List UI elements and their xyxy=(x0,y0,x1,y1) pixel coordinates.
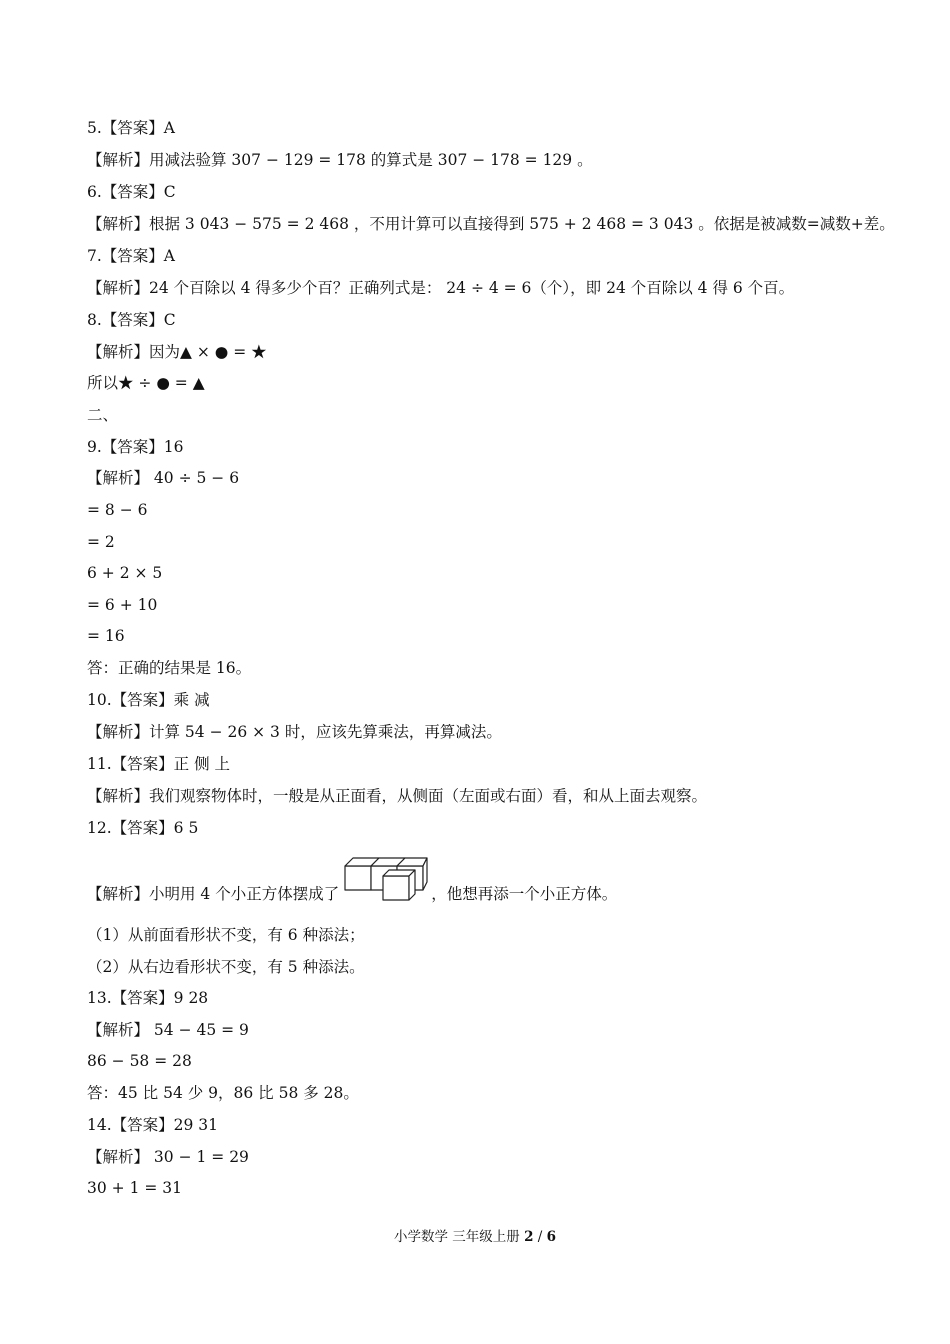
q8-answer: 8.【答案】C xyxy=(87,311,176,329)
q7-explanation: 【解析】24 个百除以 4 得多少个百？正确列式是： 24 ÷ 4 = 6（个），即 24 个百除以 4 得 6 个百。 xyxy=(87,279,795,297)
q11-answer: 11.【答案】正 侧 上 xyxy=(87,755,231,773)
q13-answer: 13.【答案】9 28 xyxy=(87,989,209,1007)
q9-step: = 2 xyxy=(87,533,115,551)
q7-answer: 7.【答案】A xyxy=(87,247,175,265)
q12-explanation-text: 【解析】小明用 4 个小正方体摆成了 xyxy=(87,885,340,903)
footer-subject: 小学数学 三年级上册 xyxy=(393,1229,520,1245)
q12-case-front: （1）从前面看形状不变，有 6 种添法； xyxy=(87,926,365,944)
page-number-total: 6 xyxy=(546,1229,557,1245)
q9-step: = 16 xyxy=(87,627,125,645)
q14-explanation: 【解析】 30 − 1 = 29 xyxy=(87,1148,249,1166)
q14-step: 30 + 1 = 31 xyxy=(87,1179,182,1197)
page-footer xyxy=(0,1228,950,1246)
q8-explanation-cont: 所以★ ÷ ● = ▲ xyxy=(87,374,205,392)
cube-arrangement-icon xyxy=(341,852,429,904)
q13-conclusion: 答：45 比 54 少 9，86 比 58 多 28。 xyxy=(87,1084,359,1102)
q10-explanation: 【解析】计算 54 − 26 × 3 时，应该先算乘法，再算减法。 xyxy=(87,723,502,741)
q5-explanation: 【解析】用减法验算 307 − 129 = 178 的算式是 307 − 178 = 129 。 xyxy=(87,151,593,169)
q9-step: = 6 + 10 xyxy=(87,596,158,614)
q13-step: 86 − 58 = 28 xyxy=(87,1052,192,1070)
q9-explanation: 【解析】 40 ÷ 5 − 6 xyxy=(87,469,240,487)
q9-answer: 9.【答案】16 xyxy=(87,438,184,456)
q12-case-right: （2）从右边看形状不变，有 5 种添法。 xyxy=(87,958,365,976)
q10-answer: 10.【答案】乘 减 xyxy=(87,691,210,709)
q12-explanation-text-end: ，他想再添一个小正方体。 xyxy=(431,885,618,903)
q9-conclusion: 答：正确的结果是 16。 xyxy=(87,659,252,677)
page-number-current: 2 xyxy=(524,1229,534,1245)
q11-explanation: 【解析】我们观察物体时，一般是从正面看，从侧面（左面或右面）看，和从上面去观察。 xyxy=(87,787,708,805)
q6-answer: 6.【答案】C xyxy=(87,183,176,201)
q13-explanation: 【解析】 54 − 45 = 9 xyxy=(87,1021,249,1039)
section-two-heading: 二、 xyxy=(87,406,119,424)
q6-explanation: 【解析】根据 3 043 − 575 = 2 468 ，不用计算可以直接得到 575 + 2 468 = 3 043 。依据是被减数=减数+差。 xyxy=(87,215,895,233)
q12-answer: 12.【答案】6 5 xyxy=(87,819,199,837)
q9-step: = 8 − 6 xyxy=(87,501,148,519)
q5-answer: 5.【答案】A xyxy=(87,119,175,137)
q9-step: 6 + 2 × 5 xyxy=(87,564,163,582)
q14-answer: 14.【答案】29 31 xyxy=(87,1116,219,1134)
q12-explanation xyxy=(87,852,617,904)
page-number-separator: / xyxy=(537,1229,543,1245)
q8-explanation: 【解析】因为▲ × ● = ★ xyxy=(87,343,267,361)
